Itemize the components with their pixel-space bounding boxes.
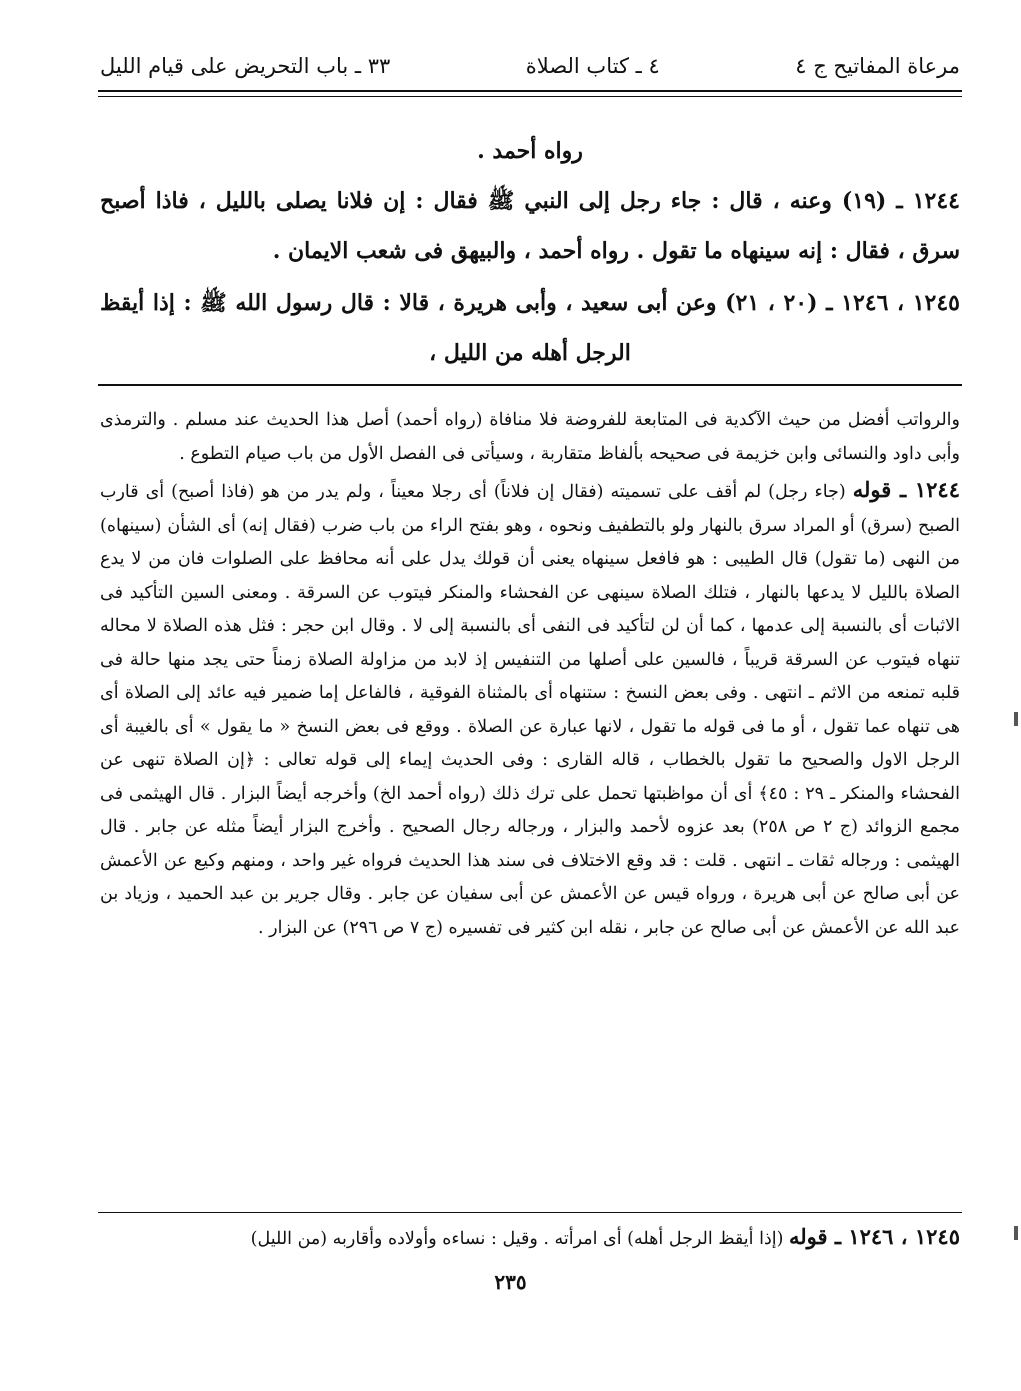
header-rule-thin [98,96,962,97]
scan-margin-mark [1014,1226,1018,1240]
scan-margin-mark [1014,712,1018,726]
header-rule [98,90,962,92]
header-chapter: ٤ ـ كتاب الصلاة [525,54,660,78]
hadith-attribution: رواه أحمد . [477,138,583,164]
running-header [100,48,960,84]
commentary-paragraph-1245 [100,1220,960,1256]
commentary-paragraph-1244 [100,473,960,945]
commentary-text: (إذا أيقظ الرجل أهله) أى امرأته . وقيل : نساءه وأولاده وأقاربه (من الليل) [250,1229,784,1249]
commentary [100,404,960,945]
text-separator-rule [98,384,962,386]
header-section: ٣٣ ـ باب التحريض على قيام الليل [100,54,391,78]
paragraph-rule [98,1212,962,1213]
hadith-1244: ١٢٤٤ ـ (١٩) وعنه ، قال : جاء رجل إلى النبي ﷺ فقال : إن فلانا يصلى بالليل ، فاذا أصبح سرق ، فقال : إنه سينهاه ما تقول . رواه أحمد ، والبيهق فى شعب الايمان . [100,188,960,264]
page-number: ٢٣٥ [494,1270,527,1294]
commentary-lead: ١٢٤٥ ، ١٢٤٦ ـ قوله [789,1224,960,1249]
commentary-paragraph: والرواتب أفضل من حيث الآكدية فى المتابعة للفروضة فلا منافاة (رواه أحمد) أصل هذا الحديث عند مسلم . والترمذى وأبى داود والنسائى وابن خزيمة فى صحيحه بألفاظ متقاربة ، وسيأتى فى الفصل الأول من باب صيام التطوع . [100,410,960,464]
header-book-title: مرعاة المفاتيح ج ٤ [795,54,960,78]
commentary-lead: ١٢٤٤ ـ قوله [852,477,960,502]
hadith-1245: ١٢٤٥ ، ١٢٤٦ ـ (٢٠ ، ٢١) وعن أبى سعيد ، وأبى هريرة ، قالا : قال رسول الله ﷺ : إذا أيقظ الرجل أهله من الليل ، [100,290,960,366]
commentary-text: (جاء رجل) لم أقف على تسميته (فقال إن فلاناً) أى رجلا معيناً ، ولم يدر من هو (فاذا أصبح) أى قارب الصبح (سرق) أو المراد سرق بالنهار ولو بالتطفيف ونحوه ، وهو بفتح الراء من باب ضرب (فقال إنه) أى الشأن (سينهاه) من النهى (ما تقول) قال الطيبى : هو فافعل سينهاه يعنى أن قولك يدل على أنه محافظ على الصلوات فان من لا يدع الصلاة بالليل لا يدعها بالنهار ، فتلك الصلاة سينهى عن الفحشاء والمنكر فيتوب عن السرقة . ومعنى السين التأكيد فى الاثبات أى بالنسبة إلى عدمها ، كما أن لن لتأكيد فى النفى أى بالنسبة إلى لا . وقال ابن حجر : فثل هذه الصلاة لا محاله تنهاه فيتوب عن السرقة قريباً ، فالسين على أصلها من التنفيس إذ لابد من مزاولة الصلاة زمناً حتى يجد منها حالة فى قلبه تمنعه من الاثم ـ انتهى . وفى بعض النسخ : ستنهاه أى بالمثناة الفوقية ، فالفاعل إما ضمير فيه عائد إلى الصلاة أى هى تنهاه عما تقول ، أو ما فى قوله ما تقول ، لانها عبارة عن الصلاة . ووقع فى بعض النسخ « ما يقول » أى بالغيبة أى الرجل الاول والصحيح ما تقول بالخطاب ، قاله القارى : وفى الحديث إيماء إلى قوله تعالى : ﴿إن الصلاة تنهى عن الفحشاء والمنكر ـ ٢٩ : ٤٥﴾ أى أن مواظبتها تحمل على ترك ذلك (رواه أحمد الخ) وأخرجه أيضاً البزار . قال الهيثمى فى مجمع الزوائد (ج ٢ ص ٢٥٨) بعد عزوه لأحمد والبزار ، ورجاله رجال الصحيح . وأخرج البزار أيضاً مثله عن جابر . قال الهيثمى : ورجاله ثقات ـ انتهى . قلت : قد وقع الاختلاف فى سند هذا الحديث فرواه غير واحد ، ومنهم وكيع عن الأعمش عن أبى صالح عن أبى هريرة ، ورواه قيس عن الأعمش عن أبى سفيان عن جابر . وقال جرير بن عبد الحميد ، وزياد بن عبد الله عن الأعمش عن أبى صالح عن جابر ، نقله ابن كثير فى تفسيره (ج ٧ ص ٢٩٦) عن البزار . [100,482,960,938]
